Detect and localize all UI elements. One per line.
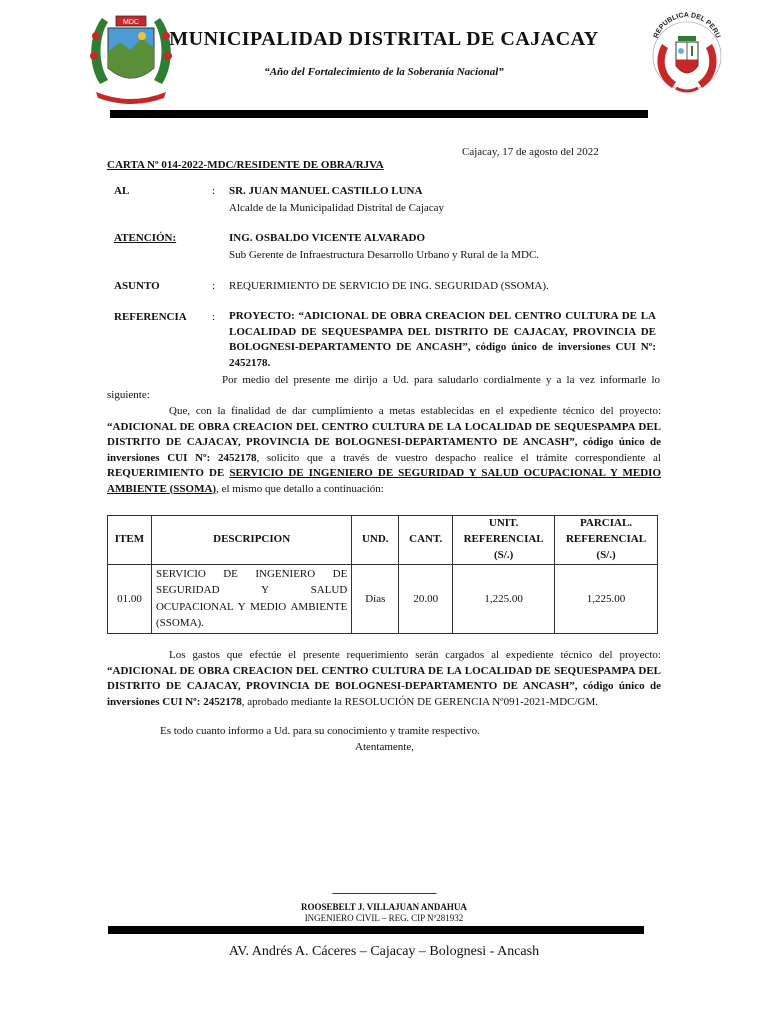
field-al-role: Alcalde de la Municipalidad Distrital de Cajacay — [229, 202, 445, 214]
th-unit-price: UNIT. REFERENCIAL (S/.) — [453, 516, 555, 565]
paragraph-closing: Es todo cuanto informo a Ud. para su conocimiento y tramite respectivo. — [160, 725, 480, 737]
table-header-row — [108, 516, 658, 565]
cell-partial: 1,225.00 — [555, 564, 658, 633]
field-al-colon: : — [212, 185, 216, 197]
cell-item: 01.00 — [108, 564, 152, 633]
cell-quantity: 20.00 — [399, 564, 453, 633]
th-partial: PARCIAL. REFERENCIAL (S/.) — [555, 516, 658, 565]
letter-reference-code: CARTA Nº 014-2022-MDC/RESIDENTE DE OBRA/RJVA — [107, 159, 384, 171]
field-asunto-label: ASUNTO — [114, 280, 160, 292]
svg-text:REPUBLICA DEL PERU: REPUBLICA DEL PERU — [652, 11, 722, 40]
field-referencia-colon: : — [212, 311, 216, 323]
header-motto: “Año del Fortalecimiento de la Soberanía Nacional” — [264, 66, 504, 78]
paragraph-charges — [107, 648, 661, 710]
p2-cui: código único de inversiones CUI Nº: 2452178 — [107, 436, 661, 464]
peru-seal — [648, 8, 726, 98]
th-item: ITEM — [108, 516, 152, 565]
paragraph-requirement — [107, 404, 661, 497]
closing-salutation: Atentamente, — [355, 741, 414, 753]
table-row — [108, 564, 658, 633]
p2-req: REQUERIMIENTO DE — [107, 467, 225, 479]
p3-start: Los gastos que efectúe el presente requerimiento serán cargados al expediente técnico del proyecto: — [169, 649, 661, 661]
header-title: MUNICIPALIDAD DISTRITAL DE CAJACAY — [169, 28, 599, 50]
cell-unit: Días — [352, 564, 399, 633]
field-referencia-label: REFERENCIA — [114, 311, 187, 323]
header-divider — [110, 110, 648, 118]
p2-service: SERVICIO DE INGENIERO DE SEGURIDAD Y SALUD OCUPACIONAL Y MEDIO AMBIENTE (SSOMA) — [107, 467, 662, 495]
field-asunto-value: REQUERIMIENTO DE SERVICIO DE ING. SEGURIDAD (SSOMA). — [229, 280, 549, 292]
field-asunto-colon: : — [212, 280, 216, 292]
municipal-logo — [86, 6, 176, 106]
th-quantity: CANT. — [399, 516, 453, 565]
footer-address: AV. Andrés A. Cáceres – Cajacay – Bolognesi - Ancash — [228, 944, 540, 959]
signature-title: INGENIERO CIVIL – REG. CIP Nº281932 — [304, 913, 464, 923]
p3-project: “ADICIONAL DE OBRA CREACION DEL CENTRO CULTURA DE LA LOCALIDAD DE SEQUESPAMPA DEL DISTRITO DE CAJACAY, PROVINCIA DE BOLOGNESI-DEPARTAMENTO DE ANCASH”, — [107, 664, 661, 692]
cell-unit-price: 1,225.00 — [453, 564, 555, 633]
field-atencion-role: Sub Gerente de Infraestructura Desarrollo Urbano y Rural de la MDC. — [229, 249, 540, 261]
p2-end: , el mismo que detallo a continuación: — [216, 482, 384, 495]
intro-line-1: Por medio del presente me dirijo a Ud. para saludarlo cordialmente y a la vez informarle lo — [222, 374, 660, 386]
footer-divider — [108, 926, 644, 934]
intro-line-2: siguiente: — [107, 389, 150, 401]
p2-mid: , solicito que a través de vuestro despacho realice el trámite correspondiente al — [256, 451, 661, 464]
cell-description: SERVICIO DE INGENIERO DE SEGURIDAD Y SALUD OCUPACIONAL Y MEDIO AMBIENTE (SSOMA). — [151, 564, 351, 633]
letter-date: Cajacay, 17 de agosto del 2022 — [462, 146, 599, 158]
signature-name: ROOSEBELT J. VILLAJUAN ANDAHUA — [301, 902, 467, 912]
signature-line: ---------------------------------------------------- — [332, 888, 436, 898]
field-referencia-value: PROYECTO: “ADICIONAL DE OBRA CREACION DEL CENTRO CULTURA DE LA LOCALIDAD DE SEQUESPAMPA DEL DISTRITO DE CAJACAY, PROVINCIA DE BOLOGNESI-DEPARTAMENTO DE ANCASH”, código único de inversiones CUI Nº: 2452178. — [229, 310, 656, 369]
field-al-name: SR. JUAN MANUEL CASTILLO LUNA — [229, 185, 423, 197]
field-atencion-label: ATENCIÓN: — [114, 232, 177, 244]
p3-end: , aprobado mediante la RESOLUCIÓN DE GERENCIA Nº091-2021-MDC/GM. — [241, 695, 599, 708]
svg-text:MDC: MDC — [123, 19, 139, 26]
p2-start: Que, con la finalidad de dar cumplimiento a metas establecidas en el expediente técnico del proyecto: — [169, 405, 661, 417]
requirement-table — [107, 515, 658, 634]
field-al-label: AL — [114, 185, 130, 197]
th-unit: UND. — [352, 516, 399, 565]
p2-project: “ADICIONAL DE OBRA CREACION DEL CENTRO CULTURA DE LA LOCALIDAD DE SEQUESPAMPA DEL DISTRITO DE CAJACAY, PROVINCIA DE BOLOGNESI-DEPARTAMENTO DE ANCASH”, — [107, 420, 661, 448]
field-atencion-name: ING. OSBALDO VICENTE ALVARADO — [229, 232, 426, 244]
p3-cui: código único de inversiones CUI Nº: 2452178 — [107, 680, 661, 708]
th-description: DESCRIPCION — [151, 516, 351, 565]
